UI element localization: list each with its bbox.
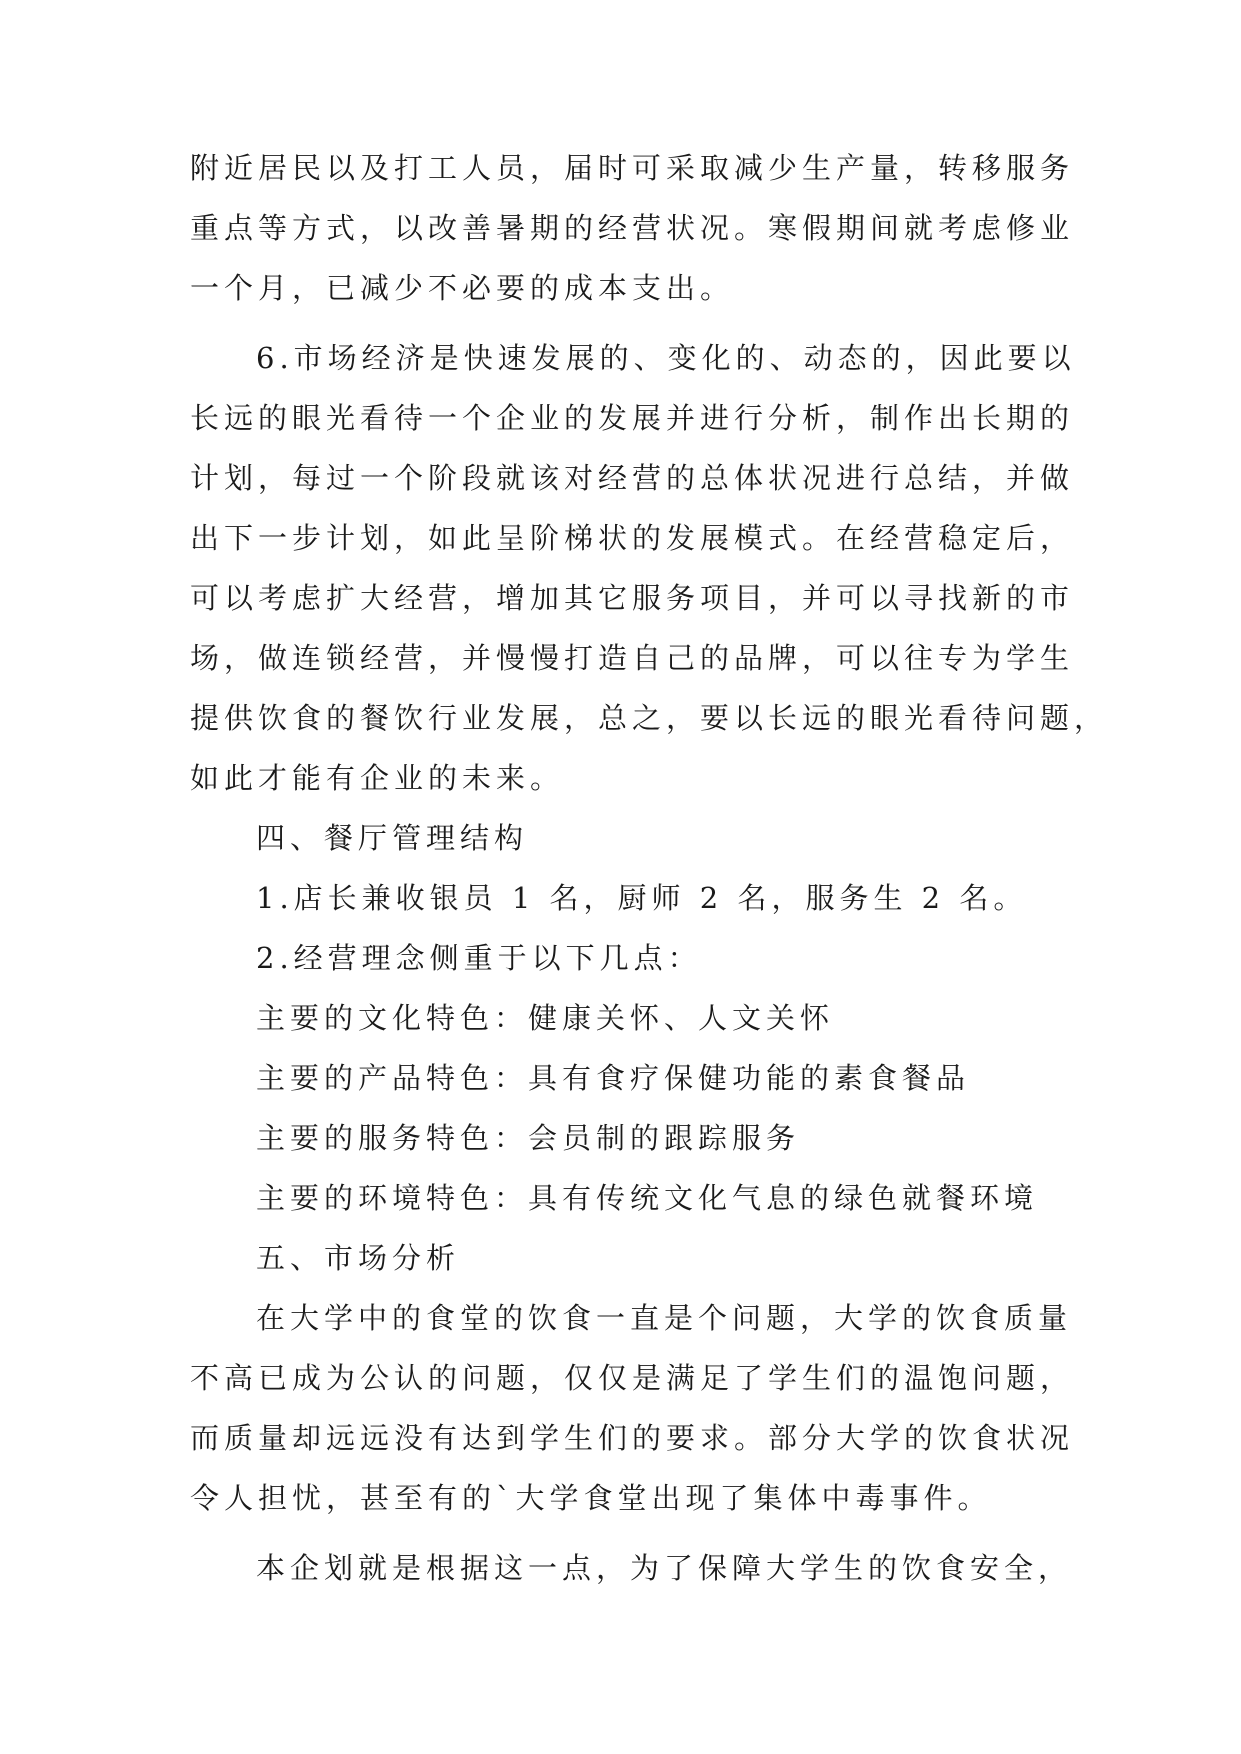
paragraph-line-11: 如此才能有企业的未来。: [190, 761, 565, 795]
paragraph-line-4: 6.市场经济是快速发展的、变化的、动态的，因此要以: [256, 341, 1076, 375]
paragraph-line-5: 长远的眼光看待一个企业的发展并进行分析，制作出长期的: [190, 401, 1075, 435]
feature-environment: 主要的环境特色：具有传统文化气息的绿色就餐环境: [256, 1181, 1039, 1215]
paragraph-line-7: 出下一步计划，如此呈阶梯状的发展模式。在经营稳定后，: [190, 521, 1075, 555]
feature-service: 主要的服务特色：会员制的跟踪服务: [256, 1121, 801, 1155]
paragraph-line-9: 场，做连锁经营，并慢慢打造自己的品牌，可以往专为学生: [190, 641, 1075, 675]
paragraph-line-22: 而质量却远远没有达到学生们的要求。部分大学的饮食状况: [190, 1421, 1075, 1455]
paragraph-line-3: 一个月，已减少不必要的成本支出。: [190, 271, 735, 305]
paragraph-line-24: 本企划就是根据这一点，为了保障大学生的饮食安全，: [256, 1551, 1073, 1585]
paragraph-line-8: 可以考虑扩大经营，增加其它服务项目，并可以寻找新的市: [190, 581, 1075, 615]
paragraph-line-21: 不高已成为公认的问题，仅仅是满足了学生们的温饱问题，: [190, 1361, 1075, 1395]
section-heading-market: 五、市场分析: [256, 1241, 461, 1275]
paragraph-line-2: 重点等方式，以改善暑期的经营状况。寒假期间就考虑修业: [190, 211, 1075, 245]
paragraph-line-20: 在大学中的食堂的饮食一直是个问题，大学的饮食质量: [256, 1301, 1073, 1335]
paragraph-line-1: 附近居民以及打工人员，届时可采取减少生产量，转移服务: [190, 151, 1075, 185]
section-heading-management: 四、餐厅管理结构: [256, 821, 529, 855]
feature-culture: 主要的文化特色：健康关怀、人文关怀: [256, 1001, 835, 1035]
list-item-staff: 1.店长兼收银员 1 名，厨师 2 名，服务生 2 名。: [256, 881, 1028, 915]
feature-product: 主要的产品特色：具有食疗保健功能的素食餐品: [256, 1061, 971, 1095]
paragraph-line-10: 提供饮食的餐饮行业发展，总之，要以长远的眼光看待问题，: [190, 701, 1109, 735]
list-item-philosophy: 2.经营理念侧重于以下几点：: [256, 941, 702, 975]
paragraph-line-6: 计划，每过一个阶段就该对经营的总体状况进行总结，并做: [190, 461, 1075, 495]
paragraph-line-23: 令人担忧，甚至有的`大学食堂出现了集体中毒事件。: [190, 1481, 992, 1515]
